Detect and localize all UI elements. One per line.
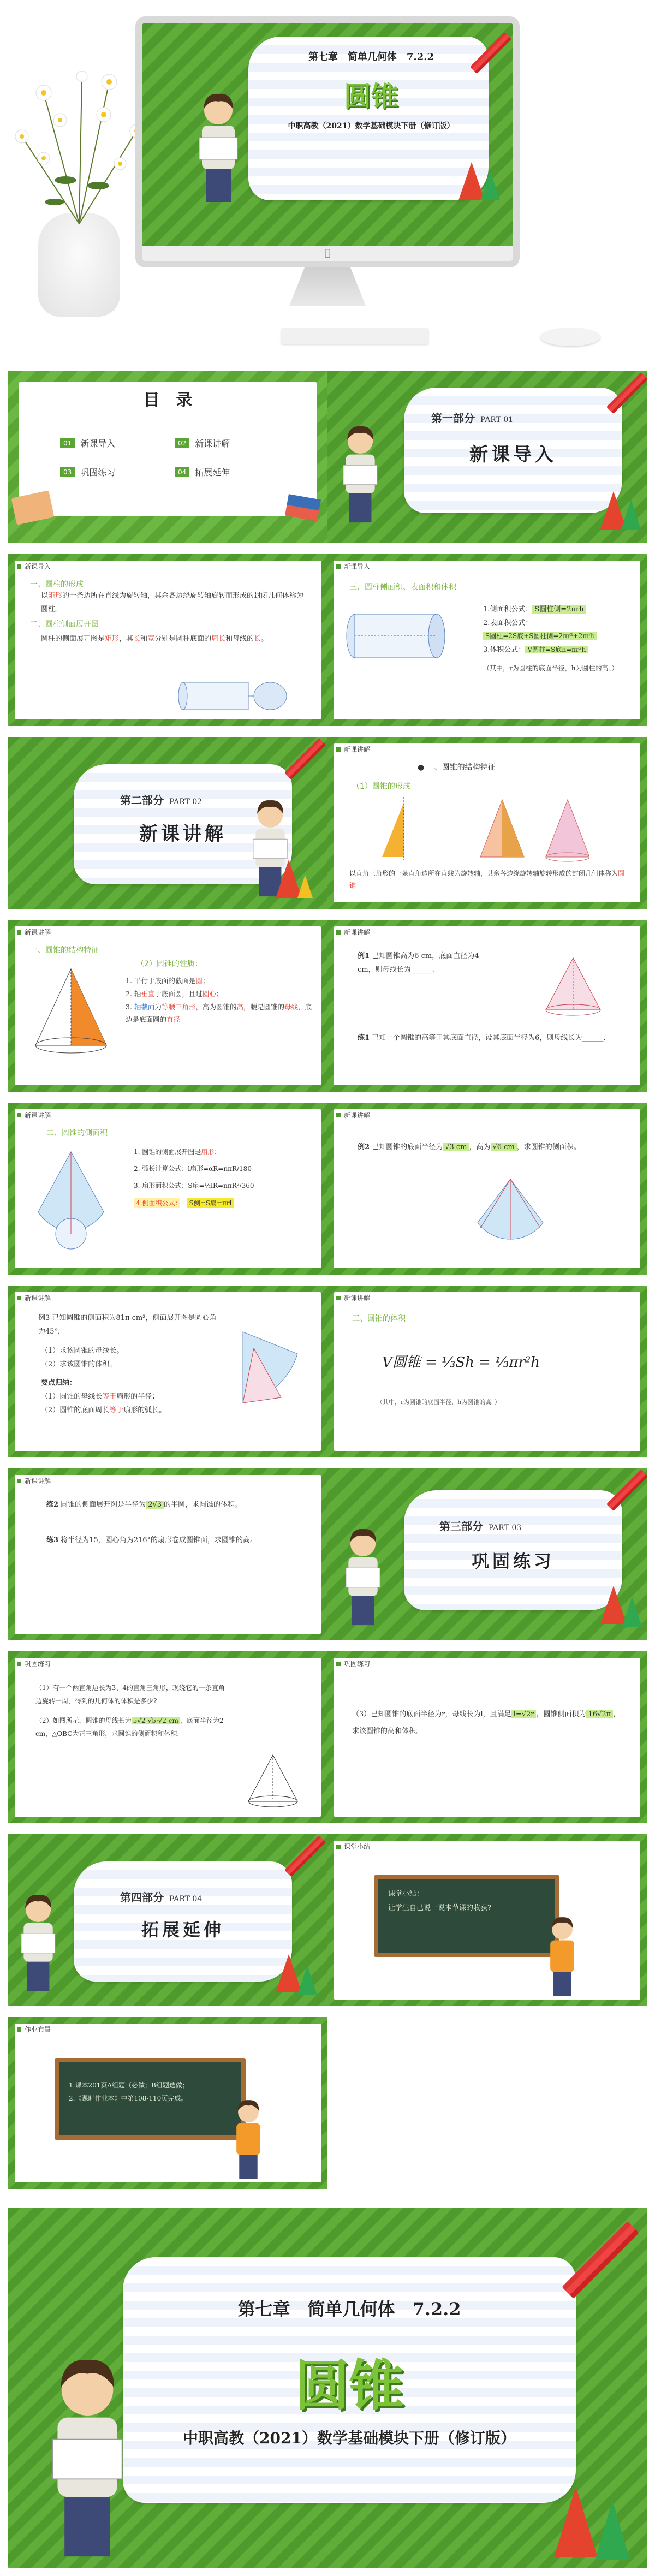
cone-net-figure: [469, 1174, 551, 1264]
toc-num: 03: [60, 467, 75, 477]
slide-example-1: [327, 920, 647, 1092]
part-label-en: PART 02: [169, 798, 203, 806]
toc-item-03[interactable]: [60, 466, 175, 478]
toc-title: 目 录: [143, 391, 193, 410]
boy-illustration: [16, 1889, 60, 2000]
heading: 三、圆锥的体积: [352, 1314, 406, 1323]
part-label-en: PART 01: [480, 415, 514, 424]
key-1: （1）圆锥的母线长等于扇形的半径；: [41, 1393, 159, 1401]
hero-chapter: 第七章 简单几何体 7.2.2: [308, 51, 434, 63]
subheading: （1）圆锥的形成: [352, 782, 410, 791]
note: （其中，r为圆柱的底面半径，h为圆柱的高。）: [483, 664, 618, 672]
slide-example-3: [8, 1286, 327, 1457]
boy-illustration: [341, 1523, 385, 1634]
hero-title: 圆锥: [344, 80, 398, 112]
part-label: 第三部分: [439, 1520, 483, 1533]
teacher-illustration: [543, 1913, 581, 2003]
paragraph: 以矩形的一条边所在直线为旋转轴，其余各边绕旋转轴旋转而形成的封闭几何体称为圆柱。: [41, 592, 304, 614]
toc-item-04[interactable]: [175, 466, 289, 478]
slide-homework: [8, 2017, 327, 2189]
paragraph: 圆柱的侧面展开图是矩形，其长和宽分别是圆柱底面的周长和母线的长。: [41, 635, 269, 644]
key-summary: 要点归纳：: [41, 1379, 77, 1388]
slide-practice-1-2: [8, 1651, 327, 1823]
slide-part-02: [8, 737, 327, 909]
toc-label: 新课讲解: [195, 438, 230, 449]
pencil-icon: [284, 738, 326, 780]
cones-decoration: [276, 860, 319, 903]
heading: ● 一、圆锥的结构特征: [418, 763, 496, 772]
item-1: 1. 圆锥的侧面展开图是扇形；: [134, 1148, 221, 1156]
boy-illustration: [194, 88, 243, 209]
slide-tag: 新课导入: [336, 562, 370, 571]
slide-cone-volume: [327, 1286, 647, 1457]
item-2: 2. 弧长计算公式：l扇形=αR=nπR/180: [134, 1165, 252, 1173]
slide-tag: 新课导入: [17, 562, 51, 571]
monitor-chin: [142, 246, 513, 261]
part-label-en: PART 03: [489, 1524, 522, 1532]
hero-section: [0, 0, 655, 349]
toc-item-01[interactable]: [60, 437, 175, 449]
board-title: 课堂小结：: [388, 1890, 424, 1898]
formula-lateral: 1.侧面积公式： S圆柱侧=2πrh: [483, 603, 636, 617]
boy-illustration: [41, 2350, 134, 2568]
slide-tag: 课堂小结: [336, 1842, 370, 1851]
question-1: （1）有一个两直角边长为3、4的直角三角形，现绕它的一条直角边旋转一周，得到的几何体的体积是多少?: [35, 1684, 225, 1705]
board-line-2: 2.《课时作业本》中第108-110页完成。: [69, 2095, 188, 2102]
pencil-icon: [606, 1470, 647, 1511]
slide-part-04: [8, 1834, 327, 2006]
heading: 一、圆柱的形成: [30, 580, 84, 589]
final-subtitle: 中职高教（2021）数学基础模块下册（修订版）: [183, 2429, 516, 2447]
heading: 一、圆锥的结构特征: [30, 946, 99, 955]
cylinder-net-figure: [172, 677, 292, 715]
pencil-icon: [562, 2221, 639, 2298]
slide-cylinder-formulas: [327, 554, 647, 726]
cones-decoration: [276, 1954, 319, 1998]
example-1: 例1 已知圆锥高为6 cm，底面直径为4 cm，则母线长为______.: [358, 952, 479, 974]
slide-tag: 新课讲解: [17, 927, 51, 937]
monitor-frame: [135, 16, 520, 267]
slide-tag: 巩固练习: [17, 1659, 51, 1668]
question-3: （3）已知圆锥的底面半径为r，母线长为l，且满足 l=√2r ，圆锥侧面积为 16√2π ，求该圆锥的高和体积。: [352, 1710, 621, 1736]
example-2: 例2 已知圆锥的底面半径为 √3 cm ，高为 √6 cm ，求圆锥的侧面积。: [358, 1143, 581, 1151]
slide-practice-2-3: [8, 1468, 327, 1640]
cone-figure: [540, 953, 606, 1024]
cone-rotation-figure: [371, 792, 590, 862]
practice-2: 练2 圆锥的侧面展开图是半径为 2√3 的半圆，求圆锥的体积。: [46, 1501, 242, 1509]
slide-cone-formation: [327, 737, 647, 909]
question-2: （2）求该圆锥的体积。: [41, 1360, 117, 1369]
item-3: 3. 扇形面积公式：S扇=½lR=nπR²/360: [134, 1182, 254, 1190]
item-4: 4.侧面积公式： S侧=S扇=πrl: [134, 1195, 314, 1212]
hero-subtitle: 中职高教（2021）数学基础模块下册（修订版）: [288, 122, 455, 130]
part-label: 第一部分: [431, 412, 475, 425]
toc-item-02[interactable]: [175, 437, 289, 449]
toc-label: 新课导入: [80, 438, 116, 449]
slide-cone-properties: [8, 920, 327, 1092]
chalkboard: [374, 1875, 559, 1957]
boy-illustration: [338, 420, 382, 532]
slide-tag: 巩固练习: [336, 1659, 370, 1668]
toc-num: 04: [175, 467, 189, 477]
flowers: [11, 71, 147, 224]
cone-net-figure: [33, 1146, 109, 1256]
slide-toc: [8, 371, 327, 543]
cone-figure: [243, 1750, 303, 1815]
slide-tag: 新课讲解: [336, 745, 370, 754]
toc-num: 02: [175, 438, 189, 448]
formula-volume: 3.体积公式： V圆柱=S底h=πr²h: [483, 644, 636, 657]
toc-num: 01: [60, 438, 75, 448]
slide-class-summary: [327, 1834, 647, 2006]
sector-figure: [237, 1326, 308, 1408]
board-text: 让学生自己说一说本节课的收获?: [388, 1904, 491, 1912]
subheading: （2）圆锥的性质：: [136, 960, 203, 968]
cones-decoration: [600, 486, 644, 530]
property-3: 3. 轴截面为等腰三角形，高为圆锥的高，腰是圆锥的母线，底边是底面圆的直径: [126, 1002, 312, 1024]
key-2: （2）圆锥的底面周长等于扇形的弧长。: [41, 1406, 166, 1414]
chalkboard: [55, 2058, 246, 2140]
practice-1: 练1 已知一个圆锥的高等于其底面直径，设其底面半径为6，则母线长为______.: [358, 1034, 606, 1042]
part-label: 第四部分: [120, 1891, 164, 1904]
formula-surface-value: S圆柱=2S底+S圆柱侧=2πr²+2πrh: [483, 630, 636, 644]
slide-practice-3: [327, 1651, 647, 1823]
toc-label: 巩固练习: [80, 467, 116, 478]
heading: 三、圆柱侧面积、表面积和体积: [349, 583, 456, 592]
property-1: 1. 平行于底面的截面是圆；: [126, 977, 210, 985]
heading: 二、圆锥的侧面积: [46, 1129, 108, 1138]
final-cover-slide: [8, 2208, 647, 2568]
question-1: （1）求该圆锥的母线长。: [41, 1347, 124, 1355]
monitor-stand: [289, 267, 366, 306]
books-icon: [11, 490, 55, 525]
part-name: 巩固练习: [471, 1551, 555, 1572]
final-chapter: 第七章 简单几何体 7.2.2: [237, 2299, 461, 2319]
question-2: （2）如图所示，圆锥的母线长为 5√2-√5·√2 cm ，底面半径为2 cm，△OBC为正三角形，求圆锥的侧面积和体积.: [35, 1717, 224, 1738]
property-2: 2. 轴垂直于底面圆，且过圆心；: [126, 989, 223, 998]
slide-tag: 新课讲解: [336, 1293, 370, 1302]
cones-decoration: [458, 154, 508, 203]
slide-part-01: [327, 371, 647, 543]
slide-cylinder-formation: [8, 554, 327, 726]
keyboard: [281, 328, 428, 344]
flower-vase: [38, 213, 120, 317]
cylinder-figure: [341, 606, 478, 666]
note: （其中，r为圆锥的底面半径，h为圆锥的高。）: [377, 1399, 501, 1406]
slide-example-2: [327, 1103, 647, 1275]
slide-tag: 作业布置: [17, 2025, 51, 2034]
slide-tag: 新课讲解: [336, 1110, 370, 1120]
part-name: 拓展延伸: [141, 1919, 224, 1940]
practice-3: 练3 将半径为15，圆心角为216°的扇形卷成圆锥面，求圆锥的高。: [46, 1536, 258, 1544]
cones-decoration: [600, 1586, 644, 1629]
part-name: 新课导入: [469, 444, 557, 466]
board-line-1: 1.课本201页A组题（必做；B组题选做；: [69, 2081, 189, 2089]
heading: 二、圆柱侧面展开图: [30, 620, 99, 629]
paragraph: 以直角三角形的一条直角边所在直线为旋转轴，其余各边绕旋转轴旋转形成的封闭几何体称为圆锥: [349, 870, 625, 889]
cone-figure: [30, 963, 112, 1062]
formula-volume: V圆锥 = ⅓Sh = ⅓πr²h: [382, 1354, 540, 1371]
part-label-en: PART 04: [169, 1895, 203, 1903]
teacher-illustration: [229, 2096, 267, 2186]
toc-label: 拓展延伸: [195, 467, 230, 478]
slide-tag: 新课讲解: [17, 1293, 51, 1302]
slide-tag: 新课讲解: [17, 1476, 51, 1485]
pencil-icon: [284, 1835, 326, 1877]
formula-surface: 2.表面积公式：: [483, 618, 533, 627]
part-label: 第二部分: [120, 794, 164, 807]
example-3: 例3 已知圆锥的侧面积为81π cm²，侧面展开图是圆心角为45°，: [38, 1314, 217, 1336]
monitor-screen: [142, 23, 513, 246]
mouse: [540, 328, 600, 346]
slide-tag: 新课讲解: [17, 1110, 51, 1120]
cones-decoration: [554, 2470, 641, 2568]
slide-tag: 新课讲解: [336, 927, 370, 937]
slide-part-03: [327, 1468, 647, 1640]
part-name: 新课讲解: [139, 823, 227, 845]
slide-cone-lateral-area: [8, 1103, 327, 1275]
final-title: 圆锥: [295, 2353, 404, 2418]
